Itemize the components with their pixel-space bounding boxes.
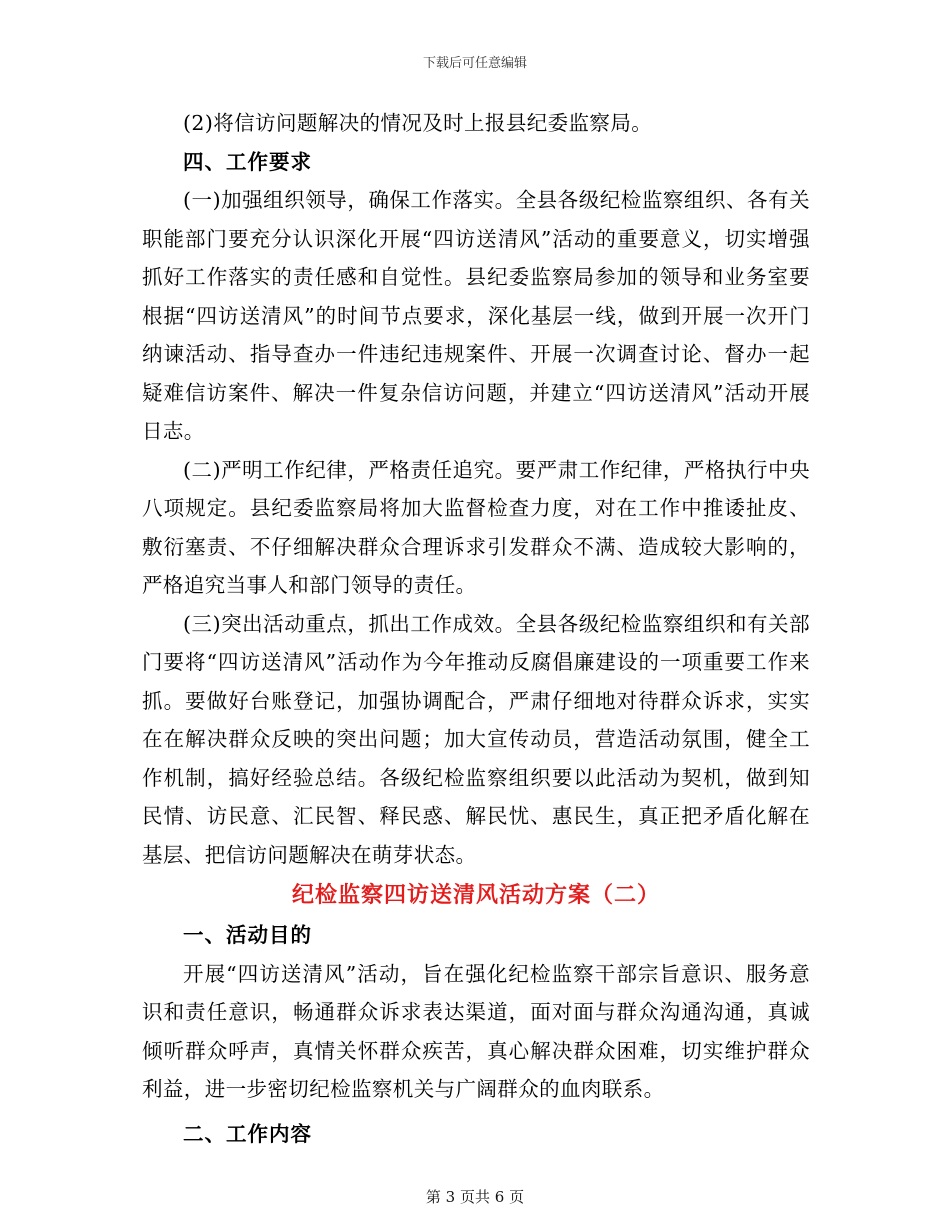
paragraph-focus: (三)突出活动重点，抓出工作成效。全县各级纪检监察组织和有关部门要将“四访送清风”活动作为今年推动反腐倡廉建设的一项重要工作来抓。要做好台账登记，加强协调配合，严肃仔细地对待群众诉求，实实在在解决群众反映的突出问题；加大宣传动员，营造活动氛围，健全工作机制，搞好经验总结。各级纪检监察组织要以此活动为契机，做到知民情、访民意、汇民智、释民惑、解民忧、惠民生，真正把矛盾化解在基层、把信访问题解决在萌芽状态。 — [142, 611, 810, 867]
paragraph-report: (2)将信访问题解决的情况及时上报县纪委监察局。 — [183, 111, 653, 135]
paragraph-discipline: (二)严明工作纪律，严格责任追究。要严肃工作纪律，严格执行中央八项规定。县纪委监察局将加大监督检查力度，对在工作中推诿扯皮、敷衍塞责、不仔细解决群众合理诉求引发群众不满、造成较大影响的，严格追究当事人和部门领导的责任。 — [142, 457, 810, 597]
document-body — [142, 104, 810, 1153]
page-footer: 第 3 页共 6 页 — [425, 1188, 525, 1206]
section-heading-content: 二、工作内容 — [183, 1121, 312, 1146]
paragraph-leadership: (一)加强组织领导，确保工作落实。全县各级纪检监察组织、各有关职能部门要充分认识深化开展“四访送清风”活动的重要意义，切实增强抓好工作落实的责任感和自觉性。县纪委监察局参加的领导和业务室要根据“四访送清风”的时间节点要求，深化基层一线，做到开展一次开门纳谏活动、指导查办一件违纪违规案件、开展一次调查讨论、督办一起疑难信访案件、解决一件复杂信访问题，并建立“四访送清风”活动开展日志。 — [142, 188, 810, 443]
section-heading-purpose: 一、活动目的 — [183, 923, 312, 947]
paragraph-purpose: 开展“四访送清风”活动，旨在强化纪检监察干部宗旨意识、服务意识和责任意识，畅通群众诉求表达渠道，面对面与群众沟通沟通，真诚倾听群众呼声，真情关怀群众疾苦，真心解决群众困难，切实维护群众利益，进一步密切纪检监察机关与广阔群众的血肉联系。 — [142, 961, 810, 1101]
page-header: 下载后可任意编辑 — [422, 56, 527, 71]
document-title: 纪检监察四访送清风活动方案（二） — [291, 883, 660, 908]
section-heading-requirements: 四、工作要求 — [183, 149, 312, 174]
